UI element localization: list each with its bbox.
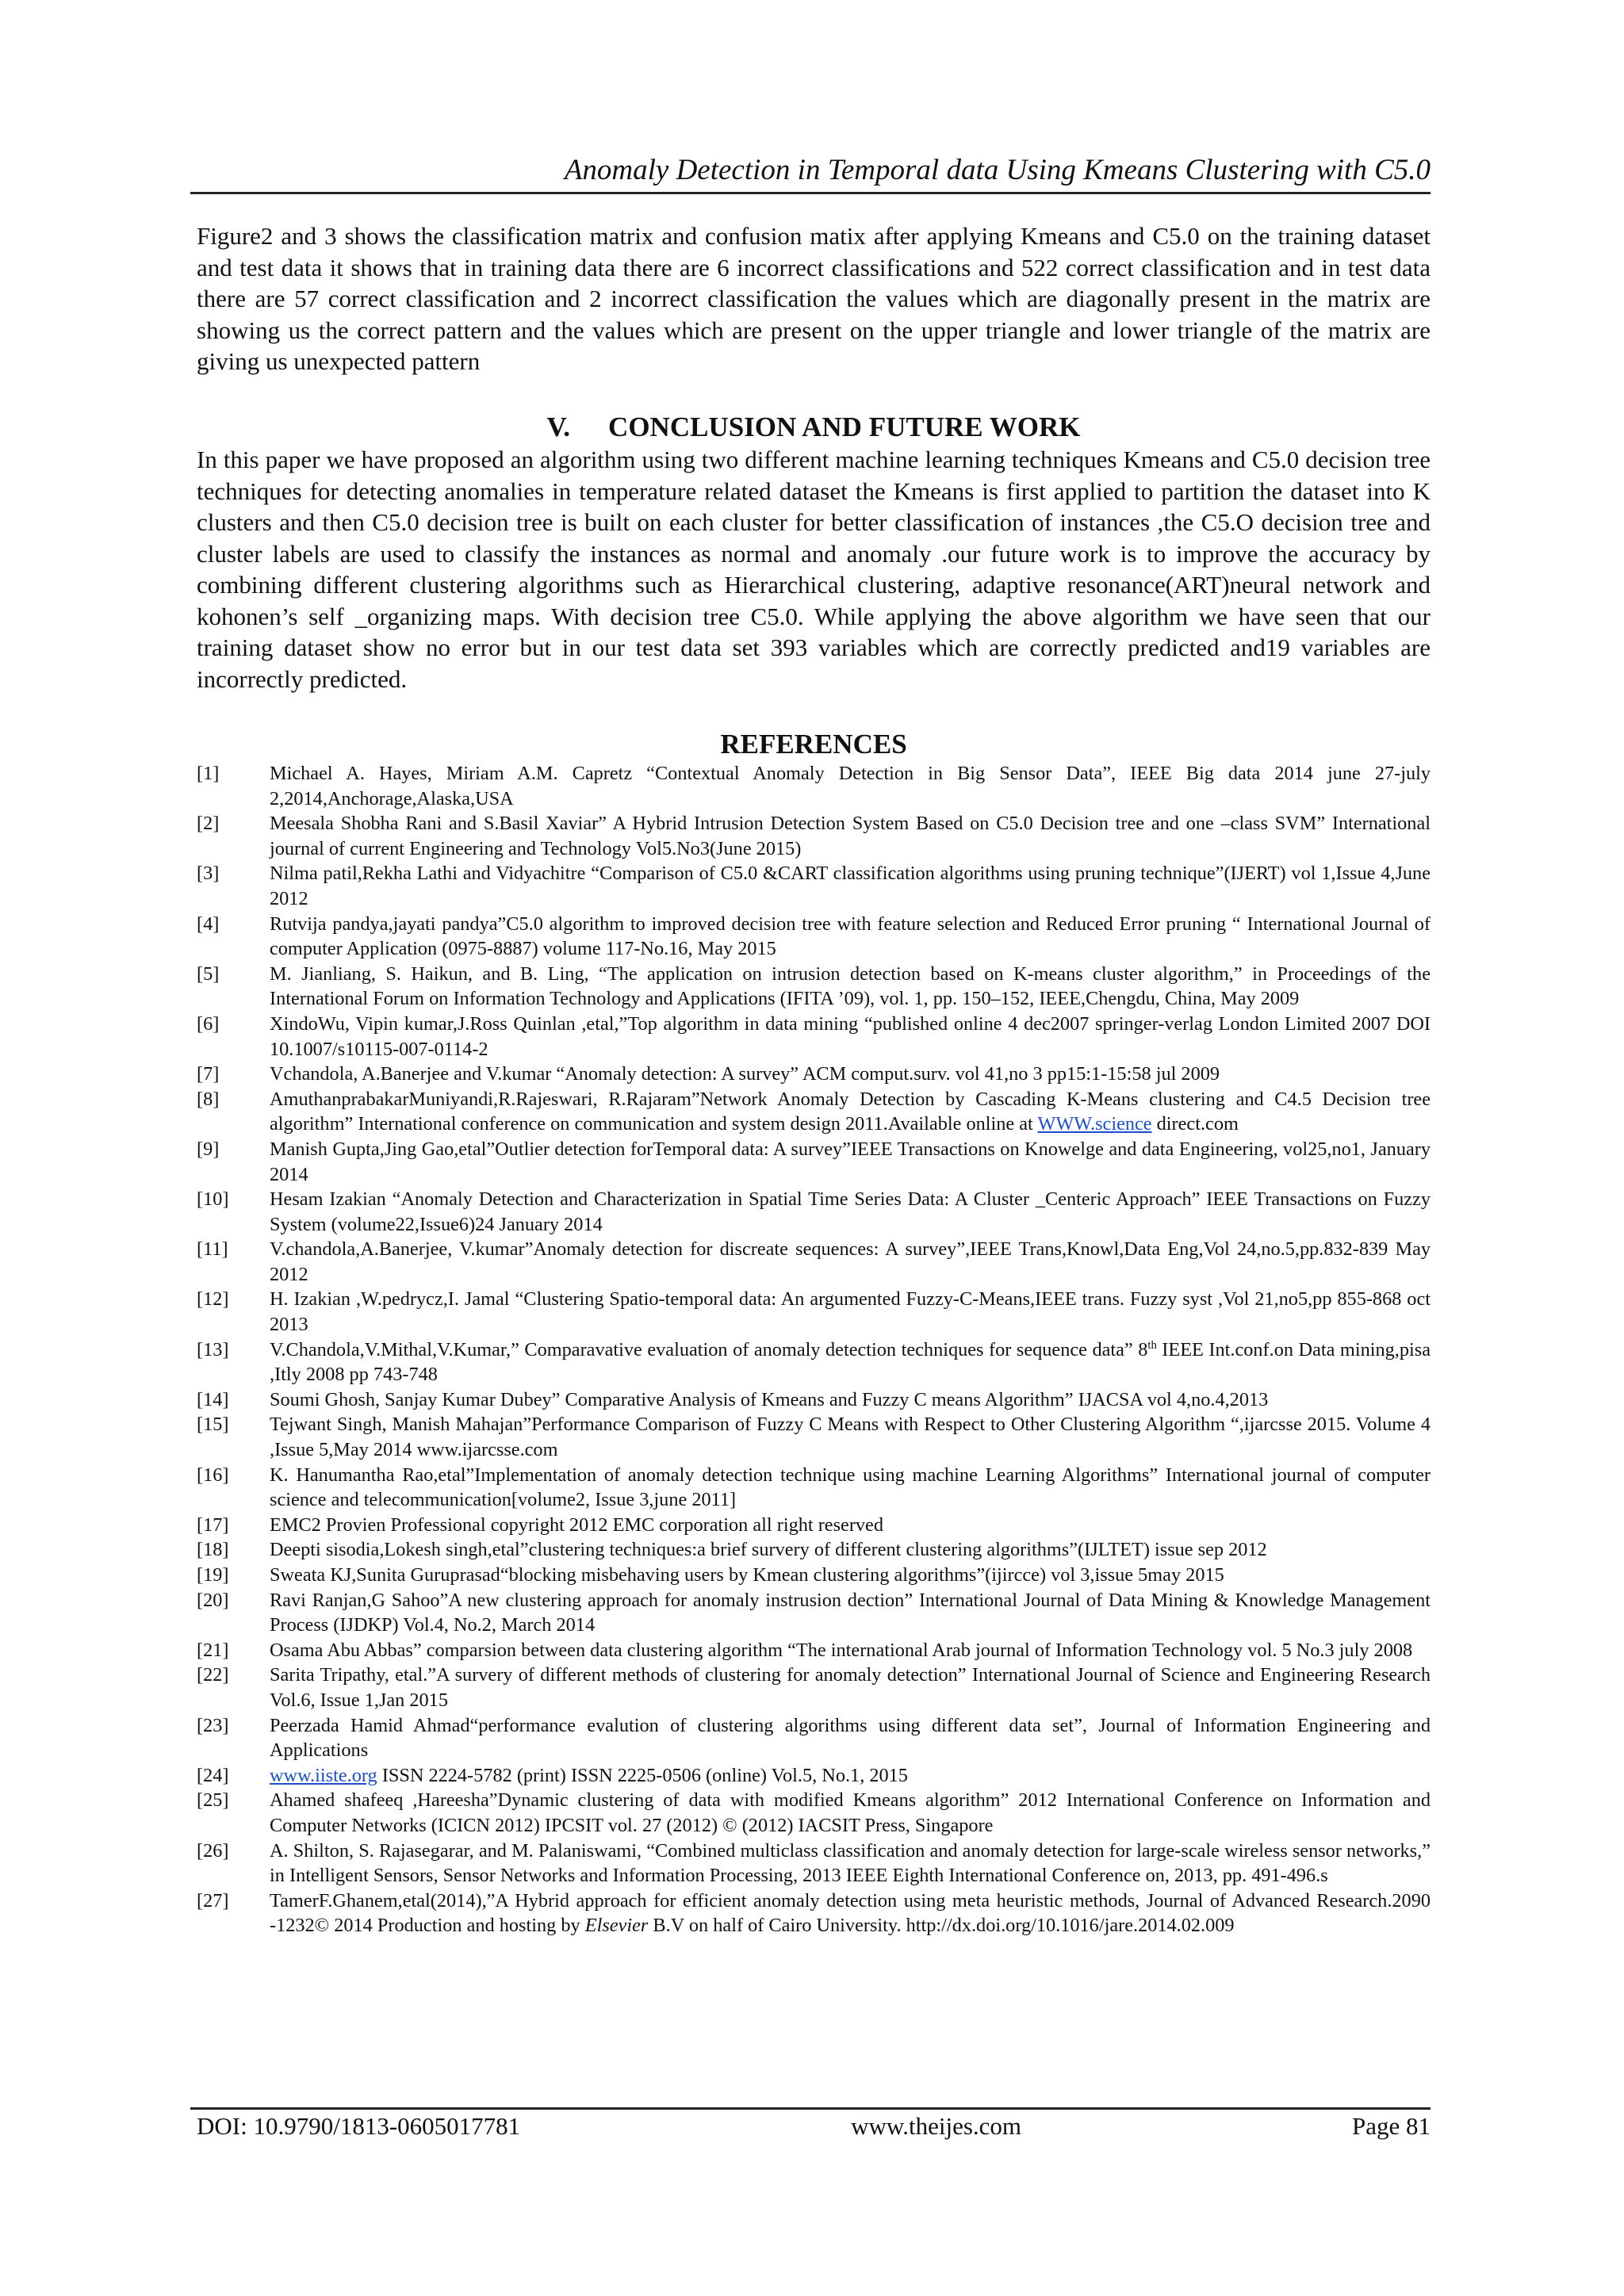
reference-item xyxy=(197,962,1431,1012)
section-number: V. xyxy=(546,411,571,442)
reference-item xyxy=(197,761,1431,811)
footer-page-number: Page 81 xyxy=(1351,2112,1431,2140)
reference-item xyxy=(197,1763,1431,1789)
reference-number: [5] xyxy=(197,962,220,985)
reference-number: [10] xyxy=(197,1188,229,1211)
reference-number: [7] xyxy=(197,1063,220,1085)
reference-item xyxy=(197,1563,1431,1588)
reference-number: [2] xyxy=(197,813,220,835)
reference-text xyxy=(270,1563,1431,1588)
reference-number: [15] xyxy=(197,1414,229,1436)
footer-website: www.theijes.com xyxy=(851,2112,1022,2140)
reference-number: [25] xyxy=(197,1789,229,1812)
reference-text-body: Deepti sisodia,Lokesh singh,etal”clustering techniques:a brief survery of different clustering algorithms”(IJLTET) issue sep 2012 xyxy=(270,1539,1267,1561)
reference-text xyxy=(270,1137,1431,1187)
reference-item xyxy=(197,1788,1431,1838)
reference-text xyxy=(270,962,1431,1012)
running-header: Anomaly Detection in Temporal data Using Kmeans Clustering with C5.0 xyxy=(564,154,1431,186)
reference-number: [9] xyxy=(197,1138,220,1160)
reference-number: [11] xyxy=(197,1238,228,1261)
reference-number: [26] xyxy=(197,1839,229,1862)
reference-number: [24] xyxy=(197,1764,229,1786)
conclusion-paragraph: In this paper we have proposed an algorithm using two different machine learning techniques Kmeans and C5.0 decision tree techniques for detecting anomalies in temperature related dataset the Kmeans is first applied to partition the dataset into K clusters and then C5.0 decision tree is built on each cluster for better classification of instances ,the C5.O decision tree and cluster labels are used to classify the instances as normal and anomaly .our future work is to improve the accuracy by combining different clustering algorithms such as Hierarchical clustering, adaptive resonance(ART)neural network and kohonen’s self _organizing maps. With decision tree C5.0. While applying the above algorithm we have seen that our training dataset show no error but in our test data set 393 variables which are correctly predicted and19 variables are incorrectly predicted. xyxy=(197,446,1431,693)
reference-text xyxy=(270,1513,1431,1538)
reference-text-body: Meesala Shobha Rani and S.Basil Xaviar” A Hybrid Intrusion Detection System Based on C5.0 Decision tree and one –class SVM” International journal of current Engineering and Technology Vol5.No3(June 2015) xyxy=(270,813,1431,859)
reference-link[interactable]: www.iiste.org xyxy=(270,1764,377,1786)
reference-item xyxy=(197,1012,1431,1062)
reference-number: [12] xyxy=(197,1288,229,1311)
reference-text xyxy=(270,1537,1431,1563)
section-heading xyxy=(197,410,1431,445)
reference-text xyxy=(270,1888,1431,1938)
reference-text xyxy=(270,1713,1431,1763)
footer-rule xyxy=(190,2107,1431,2110)
reference-text-body: Soumi Ghosh, Sanjay Kumar Dubey” Comparative Analysis of Kmeans and Fuzzy C means Algorithm” IJACSA vol 4,no.4,2013 xyxy=(270,1388,1269,1410)
reference-text xyxy=(270,1638,1431,1663)
reference-item xyxy=(197,1663,1431,1712)
reference-text xyxy=(270,1237,1431,1287)
reference-item xyxy=(197,912,1431,962)
reference-text-tail: direct.com xyxy=(1151,1113,1239,1135)
reference-number: [6] xyxy=(197,1012,220,1035)
reference-text-body: Ravi Ranjan,G Sahoo”A new clustering approach for anomaly instrusion dection” International Journal of Data Mining & Knowledge Management Process (IJDKP) Vol.4, No.2, March 2014 xyxy=(270,1589,1431,1636)
reference-text-body: Vchandola, A.Banerjee and V.kumar “Anomaly detection: A survey” ACM comput.surv. vol 41,no 3 pp15:1-15:58 jul 2009 xyxy=(270,1063,1220,1085)
reference-item xyxy=(197,1839,1431,1888)
reference-number: [19] xyxy=(197,1564,229,1586)
reference-text xyxy=(270,811,1431,861)
reference-text xyxy=(270,1287,1431,1337)
reference-text xyxy=(270,1412,1431,1462)
reference-item xyxy=(197,1513,1431,1538)
reference-item xyxy=(197,1888,1431,1938)
page-footer xyxy=(197,2110,1431,2142)
reference-number: [23] xyxy=(197,1714,229,1736)
section-title: CONCLUSION AND FUTURE WORK xyxy=(608,411,1081,442)
results-paragraph: Figure2 and 3 shows the classification matrix and confusion matix after applying Kmeans and C5.0 on the training dataset and test data it shows that in training data there are 6 incorrect classifications and 522 correct classification and in test data there are 57 correct classification and 2 incorrect classification the values which are diagonally present in the matrix are showing us the correct pattern and the values which are present on the upper triangle and lower triangle of the matrix are giving us unexpected pattern xyxy=(197,222,1431,375)
reference-text-body: Sarita Tripathy, etal.”A survery of different methods of clustering for anomaly detection” International Journal of Science and Engineering Research Vol.6, Issue 1,Jan 2015 xyxy=(270,1664,1431,1711)
reference-number: [22] xyxy=(197,1664,229,1686)
reference-text-body: Sweata KJ,Sunita Guruprasad“blocking misbehaving users by Kmean clustering algorithms”(ijircce) vol 3,issue 5may 2015 xyxy=(270,1564,1224,1586)
reference-number: [4] xyxy=(197,913,220,935)
reference-number: [27] xyxy=(197,1889,229,1911)
reference-text xyxy=(270,1012,1431,1062)
reference-text-body: EMC2 Provien Professional copyright 2012 EMC corporation all right reserved xyxy=(270,1513,883,1536)
reference-item xyxy=(197,1638,1431,1663)
reference-item xyxy=(197,1387,1431,1413)
reference-item xyxy=(197,1062,1431,1087)
reference-text-body: K. Hanumantha Rao,etal”Implementation of anomaly detection technique using machine Learning Algorithms” International journal of computer science and telecommunication[volume2, Issue 3,june 2011] xyxy=(270,1464,1431,1511)
reference-item xyxy=(197,1713,1431,1763)
reference-number: [3] xyxy=(197,863,220,885)
reference-number: [16] xyxy=(197,1464,229,1486)
reference-text-body: Tejwant Singh, Manish Mahajan”Performance Comparison of Fuzzy C Means with Respect to Other Clustering Algorithm “,ijarcsse 2015. Volume 4 ,Issue 5,May 2014 www.ijarcsse.com xyxy=(270,1414,1431,1461)
reference-text-body: Manish Gupta,Jing Gao,etal”Outlier detection forTemporal data: A survey”IEEE Transactions on Knowelge and data Engineering, vol25,no1, January 2014 xyxy=(270,1138,1431,1185)
reference-text xyxy=(270,1663,1431,1712)
reference-number: [8] xyxy=(197,1088,220,1110)
reference-item xyxy=(197,1237,1431,1287)
reference-text xyxy=(270,1062,1431,1087)
reference-item xyxy=(197,1287,1431,1337)
reference-text xyxy=(270,1337,1431,1387)
reference-italic: Elsevier xyxy=(584,1915,649,1937)
reference-text xyxy=(270,861,1431,911)
reference-item xyxy=(197,1463,1431,1513)
reference-item xyxy=(197,861,1431,911)
header-rule xyxy=(190,192,1431,194)
reference-text xyxy=(270,761,1431,811)
reference-text-body: Michael A. Hayes, Miriam A.M. Capretz “Contextual Anomaly Detection in Big Sensor Data”, IEEE Big data 2014 june 27-july 2,2014,Anchorage,Alaska,USA xyxy=(270,763,1431,809)
reference-number: [17] xyxy=(197,1513,229,1536)
reference-item xyxy=(197,1588,1431,1638)
reference-text-body: XindoWu, Vipin kumar,J.Ross Quinlan ,etal,”Top algorithm in data mining “published online 4 dec2007 springer-verlag London Limited 2007 DOI 10.1007/s10115-007-0114-2 xyxy=(270,1012,1431,1060)
reference-text xyxy=(270,1588,1431,1638)
reference-item xyxy=(197,1412,1431,1462)
reference-item xyxy=(197,811,1431,861)
reference-text-body: M. Jianliang, S. Haikun, and B. Ling, “The application on intrusion detection based on K-means cluster algorithm,” in Proceedings of the International Forum on Information Technology and Applications (IFITA ’09), vol. 1, pp. 150–152, IEEE,Chengdu, China, May 2009 xyxy=(270,962,1431,1010)
reference-text-body: Rutvija pandya,jayati pandya”C5.0 algorithm to improved decision tree with feature selection and Reduced Error pruning “ International Journal of computer Application (0975-8887) volume 117-No.16, May 2015 xyxy=(270,913,1431,960)
reference-text xyxy=(270,1463,1431,1513)
reference-text-body: Ahamed shafeeq ,Hareesha”Dynamic clustering of data with modified Kmeans algorithm” 2012 International Conference on Information and Computer Networks (ICICN 2012) IPCSIT vol. 27 (2012) © (2012) IACSIT Press, Singapore xyxy=(270,1789,1431,1836)
reference-text-body: H. Izakian ,W.pedrycz,I. Jamal “Clustering Spatio-temporal data: An argumented Fuzzy-C-Means,IEEE trans. Fuzzy syst ,Vol 21,no5,pp 855-868 oct 2013 xyxy=(270,1288,1431,1336)
reference-text-tail: B.V on half of Cairo University. http://dx.doi.org/10.1016/jare.2014.02.009 xyxy=(648,1915,1235,1937)
reference-number: [20] xyxy=(197,1589,229,1611)
footer-doi: DOI: 10.9790/1813-0605017781 xyxy=(197,2112,521,2140)
reference-item xyxy=(197,1337,1431,1387)
reference-text-body: Peerzada Hamid Ahmad“performance evalution of clustering algorithms using different data set”, Journal of Information Engineering and Applications xyxy=(270,1714,1431,1762)
references-heading: REFERENCES xyxy=(720,729,907,760)
reference-text-body: V.chandola,A.Banerjee, V.kumar”Anomaly detection for discreate sequences: A survey”,IEEE Trans,Knowl,Data Eng,Vol 24,no.5,pp.832-839 May 2012 xyxy=(270,1238,1431,1285)
reference-link[interactable]: WWW.science xyxy=(1037,1113,1152,1135)
reference-text xyxy=(270,1087,1431,1137)
reference-text xyxy=(270,1187,1431,1237)
reference-text-tail: IEEE Int.conf.on Data mining,pisa ,Itly 2008 pp 743-748 xyxy=(270,1338,1431,1386)
reference-text-body: TamerF.Ghanem,etal(2014),”A Hybrid approach for efficient anomaly detection using meta heuristic methods, Journal of Advanced Research.2090 -1232© 2014 Production and hosting by xyxy=(270,1889,1431,1937)
reference-text-body: Osama Abu Abbas” comparsion between data clustering algorithm “The international Arab journal of Information Technology vol. 5 No.3 july 2008 xyxy=(270,1639,1413,1661)
reference-item xyxy=(197,1087,1431,1137)
reference-text-body: AmuthanprabakarMuniyandi,R.Rajeswari, R.Rajaram”Network Anomaly Detection by Cascading K-Means clustering and C4.5 Decision tree algorithm” International conference on communication and system design 2011.Available online at xyxy=(270,1088,1431,1135)
reference-number: [1] xyxy=(197,763,220,784)
reference-text xyxy=(270,1387,1431,1413)
reference-item xyxy=(197,1137,1431,1187)
reference-item xyxy=(197,1187,1431,1237)
reference-number: [21] xyxy=(197,1639,229,1661)
reference-text xyxy=(270,1763,1431,1789)
reference-text xyxy=(270,912,1431,962)
reference-text-body: Nilma patil,Rekha Lathi and Vidyachitre “Comparison of C5.0 &CART classification algorithms using pruning technique”(IJERT) vol 1,Issue 4,June 2012 xyxy=(270,863,1431,909)
reference-text-tail: ISSN 2224-5782 (print) ISSN 2225-0506 (online) Vol.5, No.1, 2015 xyxy=(377,1764,908,1786)
reference-number: [14] xyxy=(197,1388,229,1410)
reference-number: [13] xyxy=(197,1338,229,1360)
reference-number: [18] xyxy=(197,1539,229,1561)
reference-text-body: Hesam Izakian “Anomaly Detection and Characterization in Spatial Time Series Data: A Cluster _Centeric Approach” IEEE Transactions on Fuzzy System (volume22,Issue6)24 January 2014 xyxy=(270,1188,1431,1235)
references-list xyxy=(197,761,1431,1938)
reference-text-body: V.Chandola,V.Mithal,V.Kumar,” Comparavative evaluation of anomaly detection techniques for sequence data” 8 xyxy=(270,1338,1148,1360)
reference-text-body: A. Shilton, S. Rajasegarar, and M. Palaniswami, “Combined multiclass classification and anomaly detection for large-scale wireless sensor networks,” in Intelligent Sensors, Sensor Networks and Information Processing, 2013 IEEE Eighth International Conference on, 2013, pp. 491-496.s xyxy=(270,1839,1431,1887)
reference-text xyxy=(270,1788,1431,1838)
reference-text xyxy=(270,1839,1431,1888)
reference-superscript: th xyxy=(1147,1338,1157,1352)
reference-item xyxy=(197,1537,1431,1563)
